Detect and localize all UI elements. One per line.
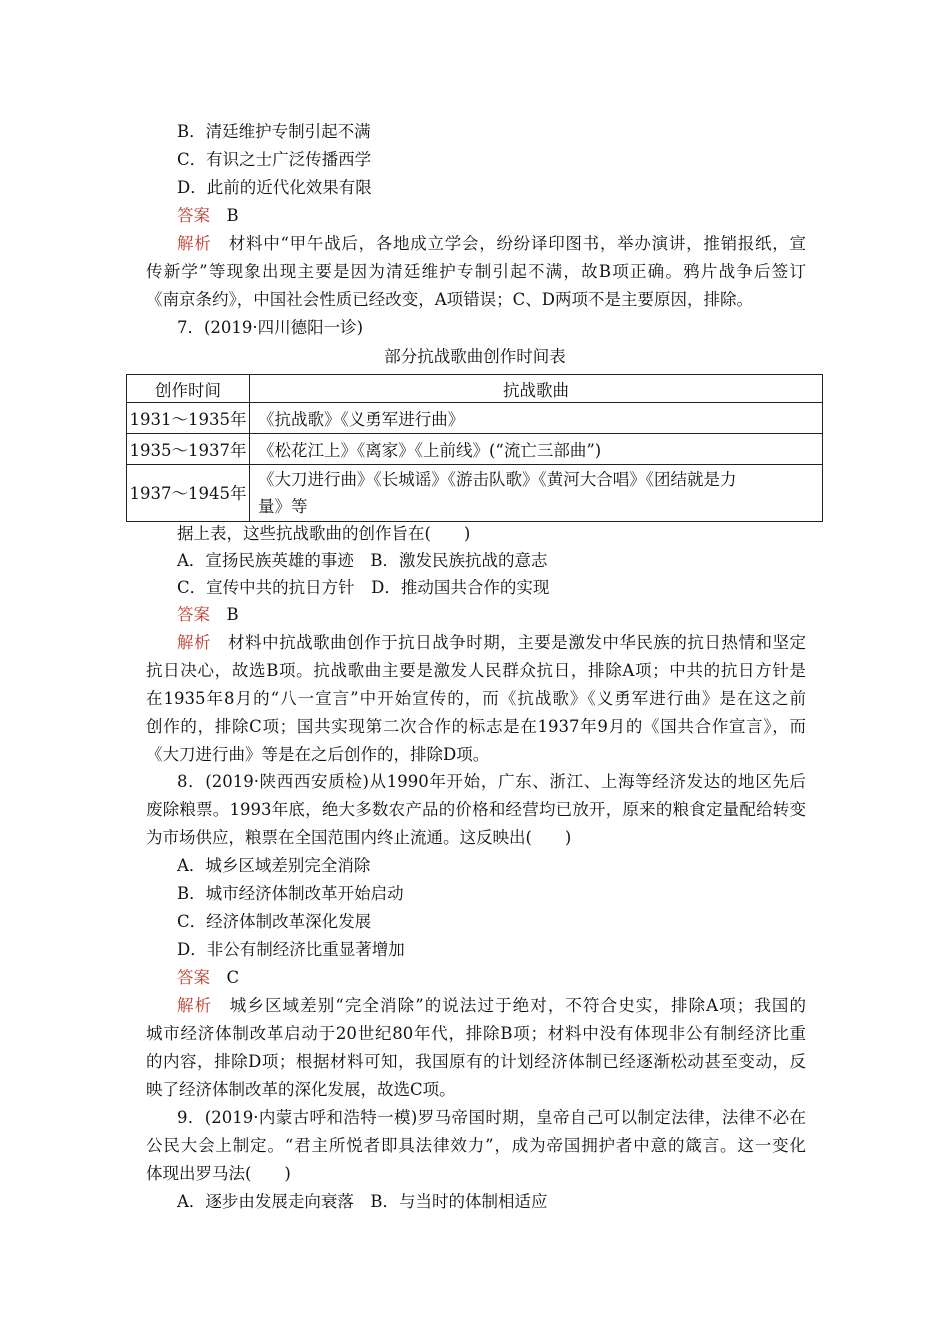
q7-analysis-line5: 《大刀进行曲》等是在之后创作的，排除D项。	[146, 745, 490, 764]
q6-option-c: C．有识之士广泛传播西学	[177, 150, 372, 169]
q8-option-c: C．经济体制改革深化发展	[177, 912, 372, 931]
header-period: 创作时间	[127, 375, 250, 403]
q7-analysis-line1	[177, 629, 806, 657]
table-row	[127, 434, 823, 465]
analysis-text: 材料中“甲午战后，各地成立学会，纷纷译印图书，举办演讲，推销报纸，宣	[228, 234, 807, 253]
row-songs	[250, 465, 823, 522]
q8-analysis-line4: 映了经济体制改革的深化发展，故选C项。	[146, 1080, 456, 1099]
answer-value: C	[226, 968, 240, 987]
q6-analysis-line2: 传新学”等现象出现主要是因为清廷维护专制引起不满，故B项正确。鸦片战争后签订	[146, 262, 806, 281]
table-title: 部分抗战歌曲创作时间表	[384, 347, 566, 366]
answer-value: B	[226, 605, 239, 624]
table-row	[127, 465, 823, 522]
table-header-row	[127, 375, 823, 403]
row-period: 1931～1935年	[127, 403, 250, 434]
q8-analysis-line3: 的内容，排除D项；根据材料可知，我国原有的计划经济体制已经逐渐松动甚至变动，反	[146, 1052, 806, 1071]
row-songs-line1: 《大刀进行曲》《长城谣》《游击队歌》《黄河大合唱》《团结就是力	[258, 470, 737, 489]
q8-analysis-line2: 城市经济体制改革启动于20世纪80年代，排除B项；材料中没有体现非公有制经济比重	[146, 1024, 806, 1043]
answer-value: B	[226, 206, 239, 225]
q9-stem-line2: 公民大会上制定。“君主所悦者即具法律效力”，成为帝国拥护者中意的箴言。这一变化	[146, 1136, 806, 1155]
answer-label: 答案	[177, 968, 210, 987]
analysis-text: 材料中抗战歌曲创作于抗日战争时期，主要是激发中华民族的抗日热情和坚定	[228, 633, 807, 652]
q7-analysis-line2: 抗日决心，故选B项。抗战歌曲主要是激发人民群众抗日，排除A项；中共的抗日方针是	[146, 661, 806, 680]
song-table	[126, 374, 823, 522]
q8-answer	[177, 964, 837, 992]
q7-answer	[177, 601, 837, 629]
header-songs: 抗战歌曲	[250, 375, 823, 403]
q8-option-b: B．城市经济体制改革开始启动	[177, 884, 404, 903]
q8-option-d: D．非公有制经济比重显著增加	[177, 940, 405, 959]
q8-analysis-line1	[177, 992, 806, 1020]
row-songs: 《松花江上》《离家》《上前线》(“流亡三部曲”)	[250, 434, 823, 465]
q6-analysis-line3: 《南京条约》，中国社会性质已经改变，A项错误；C、D两项不是主要原因，排除。	[146, 290, 754, 309]
q7-analysis-line4: 创作的，排除C项；国共实现第二次合作的标志是在1937年9月的《国共合作宣言》，而	[146, 717, 806, 736]
q6-option-b: B．清廷维护专制引起不满	[177, 122, 371, 141]
q7-analysis-line3: 在1935年8月的“八一宣言”中开始宣传的，而《抗战歌》《义勇军进行曲》是在这之前	[146, 689, 806, 708]
q8-option-a: A．城乡区域差别完全消除	[177, 856, 371, 875]
q7-options-ab: A．宣扬民族英雄的事迹 B．激发民族抗战的意志	[177, 551, 548, 570]
answer-label: 答案	[177, 605, 210, 624]
q6-option-d: D．此前的近代化效果有限	[177, 178, 372, 197]
table-row	[127, 403, 823, 434]
answer-label: 答案	[177, 206, 210, 225]
q7-question: 据上表，这些抗战歌曲的创作旨在( )	[177, 524, 471, 543]
analysis-label: 解析	[177, 996, 213, 1015]
analysis-text: 城乡区域差别“完全消除”的说法过于绝对，不符合史实，排除A项；我国的	[229, 996, 807, 1015]
row-songs: 《抗战歌》《义勇军进行曲》	[250, 403, 823, 434]
analysis-label: 解析	[177, 633, 212, 652]
q9-options-ab: A．逐步由发展走向衰落 B．与当时的体制相适应	[177, 1192, 548, 1211]
q8-stem-line2: 废除粮票。1993年底，绝大多数农产品的价格和经营均已放开，原来的粮食定量配给转变	[146, 800, 806, 819]
q6-analysis-line1	[177, 230, 806, 258]
row-period: 1935～1937年	[127, 434, 250, 465]
analysis-label: 解析	[177, 234, 212, 253]
row-period: 1937～1945年	[127, 465, 250, 522]
q9-stem-line3: 体现出罗马法( )	[146, 1164, 291, 1183]
q7-stem: 7．(2019·四川德阳一诊)	[177, 318, 364, 337]
q7-options-cd: C．宣传中共的抗日方针 D．推动国共合作的实现	[177, 578, 550, 597]
q6-answer	[177, 202, 837, 230]
row-songs-line2: 量》等	[258, 497, 308, 516]
q8-stem-line3: 为市场供应，粮票在全国范围内终止流通。这反映出( )	[146, 828, 572, 847]
q9-stem-line1: 9．(2019·内蒙古呼和浩特一模)罗马帝国时期，皇帝自己可以制定法律，法律不必在	[177, 1108, 806, 1127]
q8-stem-line1: 8．(2019·陕西西安质检)从1990年开始，广东、浙江、上海等经济发达的地区先后	[177, 772, 806, 791]
